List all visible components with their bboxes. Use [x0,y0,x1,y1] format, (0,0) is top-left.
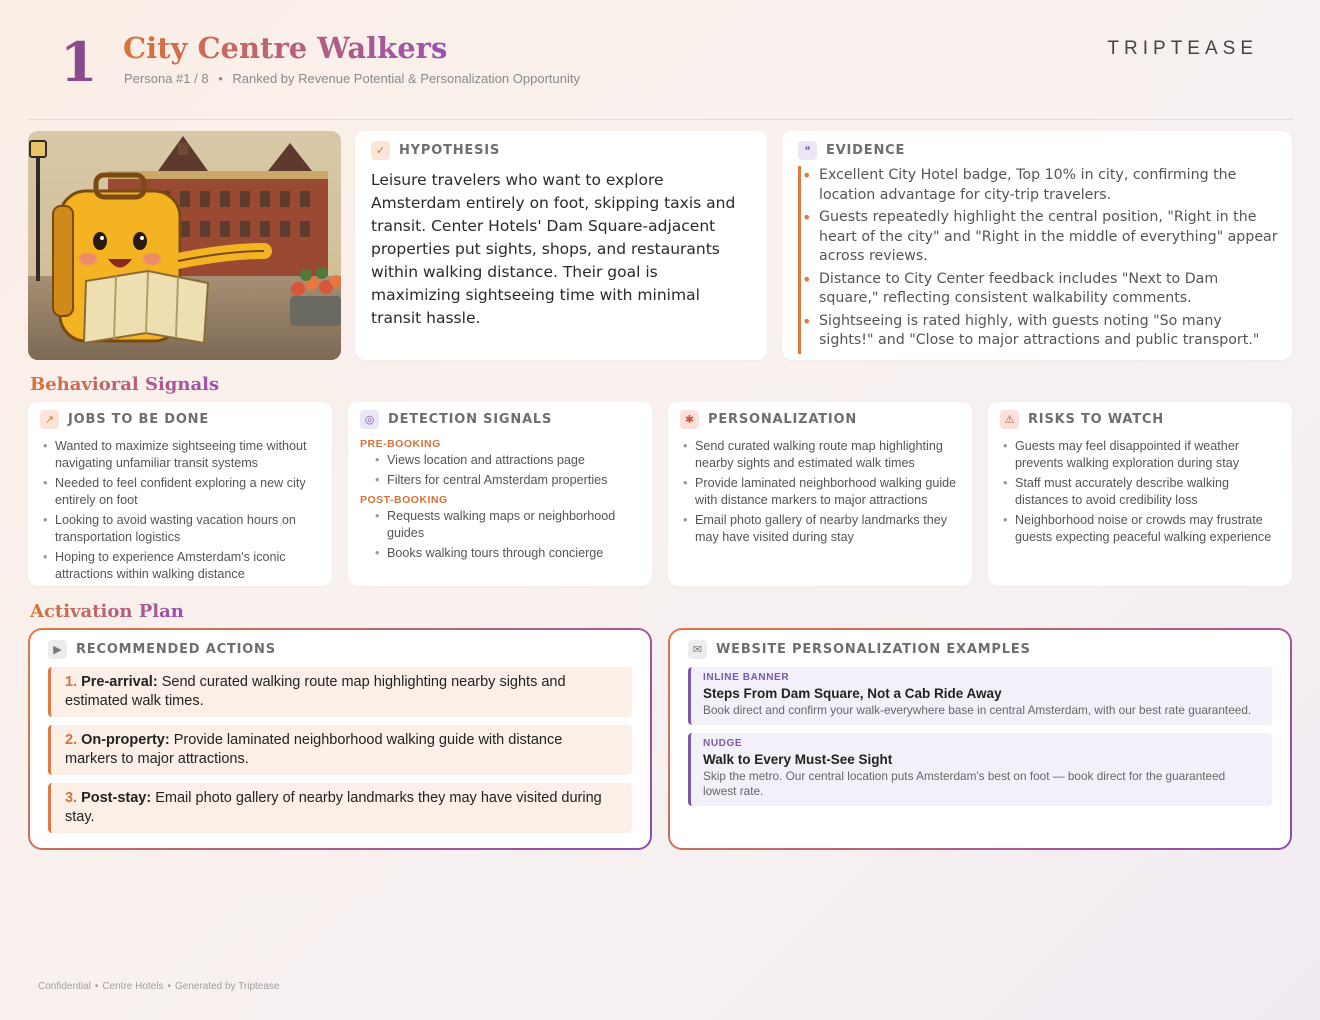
risks-list [1000,438,1280,546]
example-headline: Steps From Dam Square, Not a Cab Ride Away [703,686,1002,701]
web-example [688,733,1272,806]
list-item: • Provide laminated neighborhood walking guide with distance markers to major attractions [680,475,960,509]
footer-client: Centre Hotels [102,981,164,992]
header-divider [28,119,1293,120]
persona-index: Persona #1 / 8 [124,71,209,86]
list-item: • Send curated walking route map highlighting nearby sights and estimated walk times [680,438,960,472]
post-booking-list [360,508,640,562]
play-icon: ▶ [48,640,67,659]
target-icon: ◎ [360,410,379,429]
persona-title: City Centre Walkers [123,31,448,65]
actions-title: RECOMMENDED ACTIONS [76,642,276,657]
personalization-list [680,438,960,546]
action-item [48,667,632,717]
list-item: • Looking to avoid wasting vacation hours on transportation logistics [40,512,320,546]
list-item: • Guests may feel disappointed if weather prevents walking exploration during stay [1000,438,1280,472]
risks-title: RISKS TO WATCH [1028,412,1164,427]
hypothesis-text: Leisure travelers who want to explore Amsterdam entirely on foot, skipping taxis and transit. Center Hotels' Dam Square-adjacent properties put sights, shops, and restaurants within walking distance. Their goal is maximizing sightseeing time with minimal transit hassle. [371,171,736,327]
persona-number: 1 [60,30,98,94]
quote-icon: ❝ [798,141,817,160]
subtitle-separator: • [218,71,223,86]
example-description: Skip the metro. Our central location puts Amsterdam's best on foot — book direct for the guaranteed lowest rate. [703,769,1226,798]
suitcase-mascot-illustration [28,131,341,360]
action-key: Post-stay: [81,790,152,806]
detection-title: DETECTION SIGNALS [388,412,553,427]
list-item: • Requests walking maps or neighborhood guides [360,508,640,542]
web-examples-title: WEBSITE PERSONALIZATION EXAMPLES [716,642,1031,657]
hypothesis-title: HYPOTHESIS [399,143,501,158]
list-item: • Filters for central Amsterdam properties [360,472,640,489]
hypothesis-card [355,131,767,360]
jobs-list [40,438,320,583]
list-item: • Views location and attractions page [360,452,640,469]
action-text: Email photo gallery of nearby landmarks they may have visited during stay. [65,790,602,825]
list-item: • Wanted to maximize sightseeing time without navigating unfamiliar transit systems [40,438,320,472]
recommended-actions-card [28,628,652,850]
example-tag: INLINE BANNER [703,672,790,683]
jobs-title: JOBS TO BE DONE [68,412,210,427]
arrow-up-right-icon: ↗ [40,410,59,429]
detection-signals-card [348,402,652,586]
footer-generated: Generated by Triptease [174,981,280,992]
footer-separator: • [94,981,99,992]
pre-booking-label: PRE-BOOKING [360,438,441,450]
evidence-item: • Guests repeatedly highlight the central position, "Right in the heart of the city" and "Right in the middle of everything" appear across reviews. [817,208,1280,267]
list-item: • Needed to feel confident exploring a new city entirely on foot [40,475,320,509]
risks-card [988,402,1292,586]
action-number: 2. [65,732,78,748]
action-text: Send curated walking route map highlighting nearby sights and estimated walk times. [65,674,566,709]
mail-icon: ✉ [688,640,707,659]
list-item: • Email photo gallery of nearby landmarks they may have visited during stay [680,512,960,546]
post-booking-label: POST-BOOKING [360,494,448,506]
web-example [688,667,1272,725]
asterisk-icon: ✱ [680,410,699,429]
footer-separator: • [167,981,171,992]
personalization-card [668,402,972,586]
list-item: • Neighborhood noise or crowds may frustrate guests expecting peaceful walking experience [1000,512,1280,546]
page-header [0,0,1320,120]
brand-logo: TRIPTEASE [1107,38,1258,59]
action-item [48,725,632,775]
pre-booking-list [360,452,640,489]
personalization-title: PERSONALIZATION [708,412,858,427]
page-footer [38,981,280,992]
list-item: • Books walking tours through concierge [360,545,640,562]
activation-plan-heading: Activation Plan [30,601,184,622]
website-personalization-card [668,628,1292,850]
evidence-item: • Excellent City Hotel badge, Top 10% in city, confirming the location advantage for city-trip travelers. [817,166,1280,205]
check-icon: ✓ [371,141,390,160]
example-tag: NUDGE [703,738,743,749]
list-item: • Hoping to experience Amsterdam's iconic attractions within walking distance [40,549,320,583]
example-description: Book direct and confirm your walk-everywhere base in central Amsterdam, with our best rate guaranteed. [703,703,1252,717]
action-text: Provide laminated neighborhood walking guide with distance markers to major attractions. [65,732,563,767]
evidence-item: • Sightseeing is rated highly, with guests noting "So many sights!" and "Close to major attractions and public transport." [817,312,1280,351]
action-number: 1. [65,674,78,690]
ranking-note: Ranked by Revenue Potential & Personalization Opportunity [232,71,580,86]
action-key: On-property: [81,732,170,748]
action-key: Pre-arrival: [81,674,158,690]
list-item: • Staff must accurately describe walking distances to avoid credibility loss [1000,475,1280,509]
action-number: 3. [65,790,78,806]
persona-subtitle [124,71,580,86]
evidence-item: • Distance to City Center feedback includes "Next to Dam square," reflecting consistent walkability comments. [817,270,1280,309]
example-headline: Walk to Every Must-See Sight [703,752,893,767]
behavioral-signals-heading: Behavioral Signals [30,374,220,395]
evidence-title: EVIDENCE [826,143,906,158]
footer-confidential: Confidential [38,981,91,992]
evidence-card [782,131,1292,360]
action-item [48,783,632,833]
evidence-list [798,166,1280,354]
jobs-to-be-done-card [28,402,332,586]
warning-icon: ⚠ [1000,410,1019,429]
persona-illustration [28,131,341,360]
